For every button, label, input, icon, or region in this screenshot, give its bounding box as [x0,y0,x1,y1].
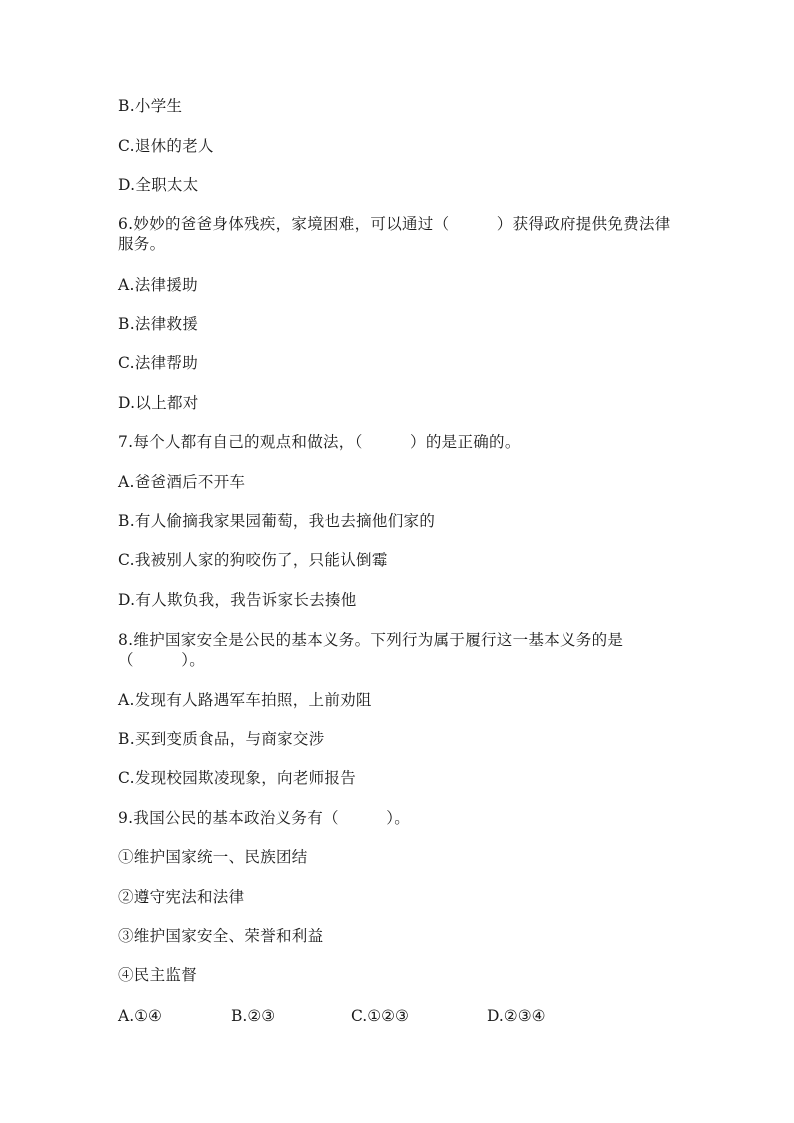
q7-option-a: A.爸爸酒后不开车 [118,473,246,491]
q7-option-d: D.有人欺负我，我告诉家长去揍他 [118,591,357,609]
q7-option-c: C.我被别人家的狗咬伤了，只能认倒霉 [118,551,388,569]
q9-item-3: ③维护国家安全、荣誉和利益 [118,927,324,945]
q8-option-a: A.发现有人路遇军车拍照，上前劝阻 [118,691,372,709]
q9-item-2: ②遵守宪法和法律 [118,888,245,906]
q9-item-4: ④民主监督 [118,966,198,984]
option-d-housewife: D.全职太太 [118,176,199,194]
q6-option-c: C.法律帮助 [118,354,199,372]
q8-option-b: B.买到变质食品，与商家交涉 [118,730,325,748]
q9-choice-c: C.①②③ [351,1007,409,1025]
question-9: 9.我国公民的基本政治义务有（ ）。 [118,809,411,827]
q8-option-c: C.发现校园欺凌现象，向老师报告 [118,769,357,787]
option-c-retired-elder: C.退休的老人 [118,137,214,155]
q9-choice-d: D.②③④ [487,1007,546,1025]
q7-option-b: B.有人偷摘我家果园葡萄，我也去摘他们家的 [118,512,436,530]
q6-option-a: A.法律援助 [118,276,198,294]
q6-option-d: D.以上都对 [118,394,199,412]
q9-choice-a: A.①④ [118,1007,162,1025]
q9-choice-b: B.②③ [231,1007,276,1025]
q9-item-1: ①维护国家统一、民族团结 [118,848,308,866]
question-6: 6.妙妙的爸爸身体残疾，家境困难，可以通过（ ）获得政府提供免费法律服务。 [118,215,671,253]
q6-option-b: B.法律救援 [118,315,199,333]
question-7: 7.每个人都有自己的观点和做法，（ ）的是正确的。 [118,433,521,451]
option-b-student: B.小学生 [118,97,183,115]
question-8: 8.维护国家安全是公民的基本义务。下列行为属于履行这一基本义务的是（ ）。 [118,631,624,669]
